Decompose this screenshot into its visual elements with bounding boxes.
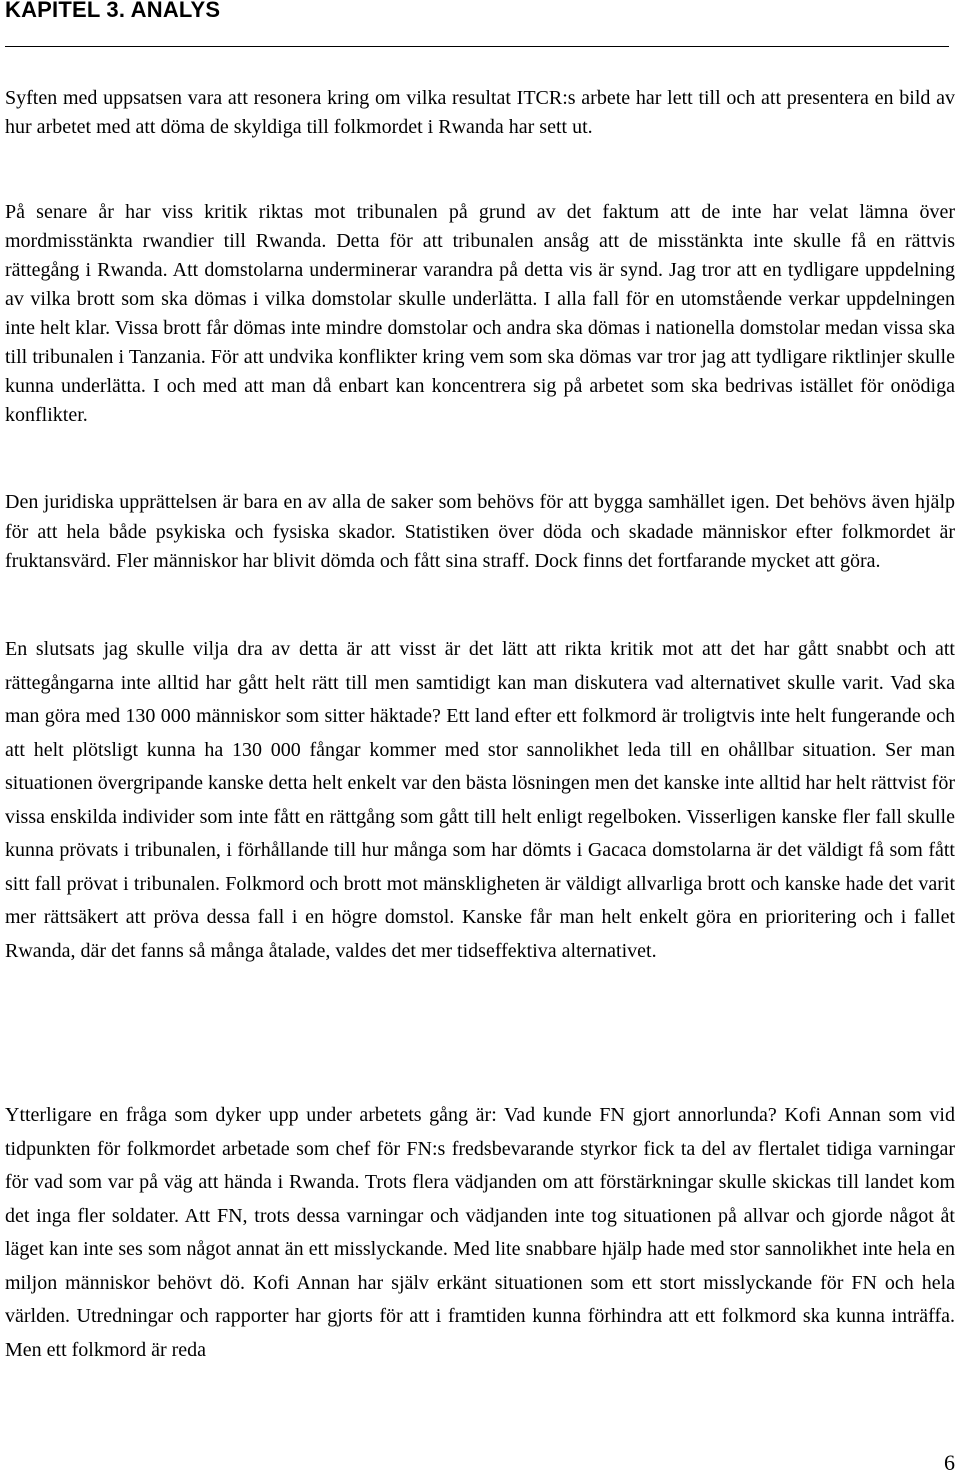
- paragraph-un-question: Ytterligare en fråga som dyker upp under arbetets gång är: Vad kunde FN gjort annorlunda? Kofi Annan som vid tidpunkten för folkmordet arbetade som chef för FN:s fredsbevarande styrkor fick ta del av flertalet tidiga varningar för vad som var på väg att hända i Rwanda. Trots flera vädjanden om att förstärkningar skulle skickas till landet kom det inga fler soldater. Att FN, trots dessa varningar och vädjanden inte tog situationen på allvar och gjorde något åt läget kan inte ses som något annat än ett misslyckande. Med lite snabbare hjälp hade med stor sannolikhet inte hela en miljon människor behövt dö. Kofi Annan har själv erkänt situationen som ett stort misslyckande för FN och hela världen. Utredningar och rapporter har gjorts för att i framtiden kunna förhindra att ett folkmord ska kunna inträffa. Men ett folkmord är reda: [5, 1104, 955, 1361]
- heading-underline-rule: [5, 46, 949, 47]
- chapter-heading: KAPITEL 3. ANALYS: [5, 0, 221, 22]
- paragraph-legal-redress: Den juridiska upprättelsen är bara en av alla de saker som behövs för att bygga samhället igen. Det behövs även hjälp för att hela både psykiska och fysiska skador. Statistiken över döda och skadade människor efter folkmordet är fruktansvärd. Fler människor har blivit dömda och fått sina straff. Dock finns det fortfarande mycket att göra.: [5, 491, 955, 572]
- paragraph-tribunal-criticism: På senare år har viss kritik riktas mot tribunalen på grund av det faktum att de inte har velat lämna över mordmisstänkta rwandier till Rwanda. Detta för att tribunalen ansåg att de misstänkta inte skulle få en rättvis rättegång i Rwanda. Att domstolarna underminerar varandra på detta vis är synd. Jag tror att en tydligare uppdelning av vilka brott som ska dömas i vilka domstolar skulle underlätta. I alla fall för en utomstående verkar uppdelningen inte helt klar. Vissa brott får dömas inte mindre domstolar och andra ska dömas i nationella domstolar medan vissa ska till tribunalen i Tanzania. För att undvika konflikter kring vem som ska dömas var tror jag att tydligare riktlinjer skulle kunna underlätta. I och med att man då enbart kan koncentrera sig på arbetet som ska bedrivas istället för onödiga konflikter.: [5, 201, 955, 426]
- paragraph-conclusion: En slutsats jag skulle vilja dra av detta är att visst är det lätt att rikta kritik mot att det har gått snabbt och att rättegångarna inte alltid har gått helt rätt till men samtidigt kan man diskutera vad alternativet skulle varit. Vad ska man göra med 130 000 människor som sitter häktade? Ett land efter ett folkmord är troligtvis inte helt fungerande och att helt plötsligt kunna ha 130 000 fångar kommer med stor sannolikhet leda till en ohållbar situation. Ser man situationen övergripande kanske detta helt enkelt var den bästa lösningen men det kanske inte alltid har helt rättvist för vissa enskilda individer som inte fått en rättgång som gått till helt enligt regelboken. Visserligen kanske fler fall skulle kunna prövats i tribunalen, i förhållande till hur många som har dömts i Gacaca domstolarna är det väldigt få som fått sitt fall prövat i tribunalen. Folkmord och brott mot mänskligheten är väldigt allvarliga brott och kanske hade det varit mer rättsäkert att pröva dessa fall i en högre domstol. Kanske får man helt enkelt göra en prioritering och i fallet Rwanda, där det fanns så många åtalade, valdes det mer tidseffektiva alternativet.: [5, 638, 955, 962]
- paragraph-purpose: Syften med uppsatsen vara att resonera kring om vilka resultat ITCR:s arbete har lett till och att presentera en bild av hur arbetet med att döma de skyldiga till folkmordet i Rwanda har sett ut.: [5, 87, 955, 138]
- page-number: 6: [944, 1450, 955, 1475]
